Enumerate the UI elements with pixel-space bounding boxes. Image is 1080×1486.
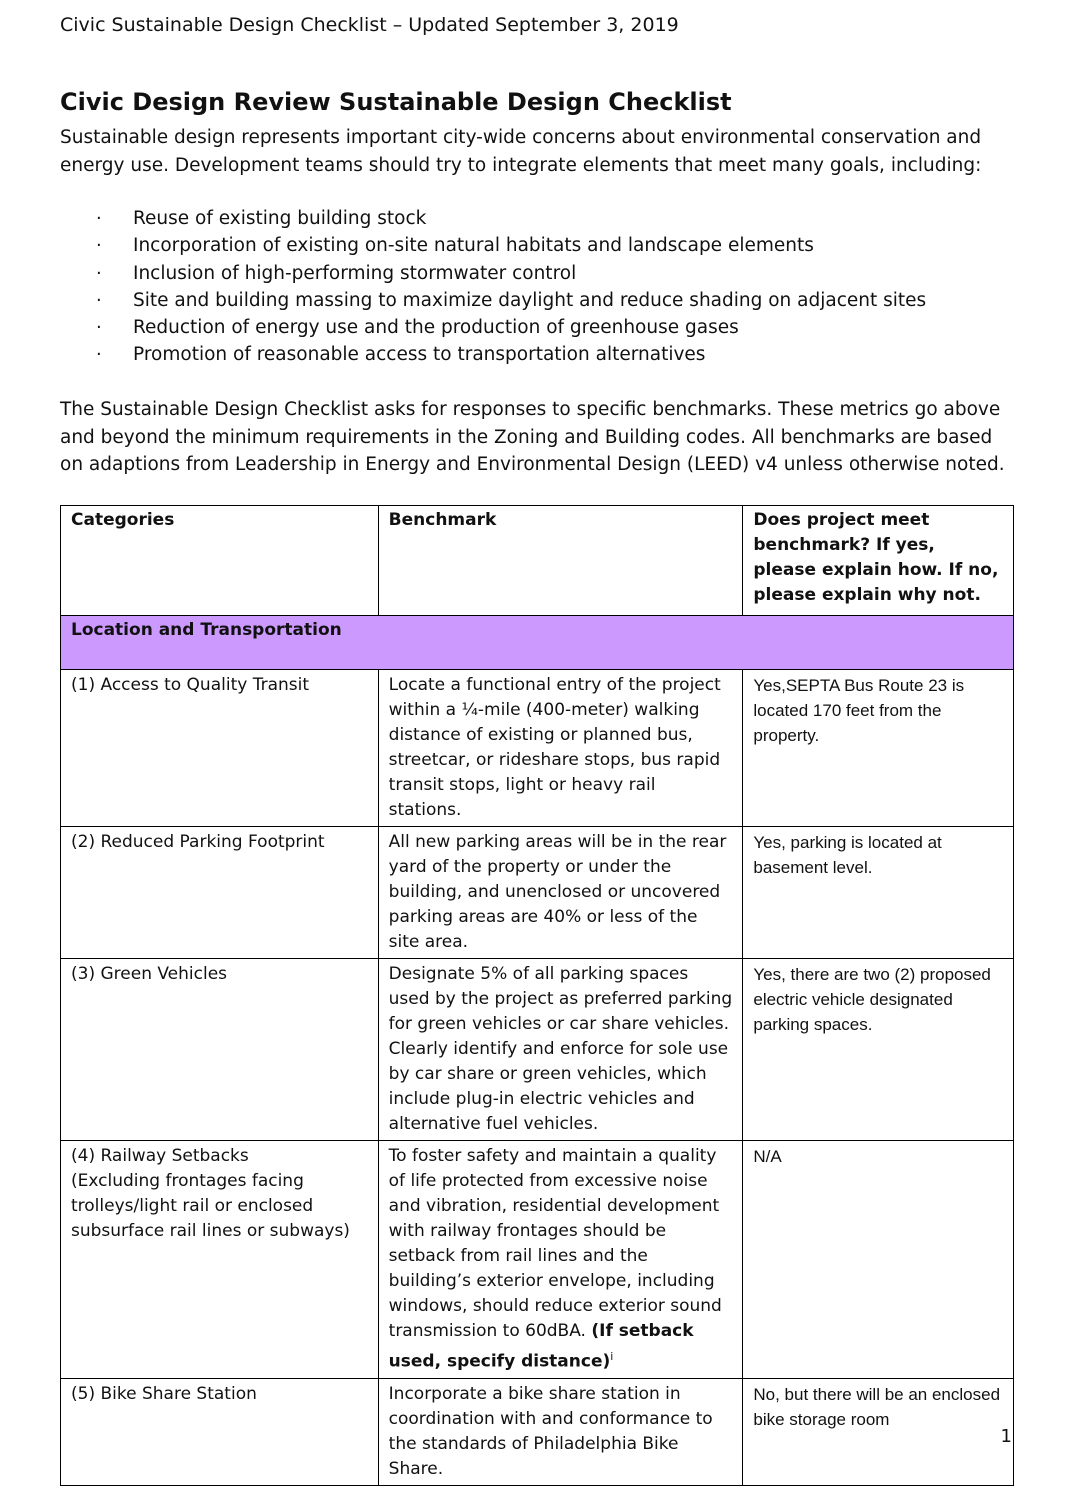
- category-cell: (1) Access to Quality Transit: [61, 670, 379, 827]
- benchmark-cell: Locate a functional entry of the project within a ¼-mile (400-meter) walking distance of existing or planned bus, streetcar, or rideshare stops, bus rapid transit stops, light or heavy rail stations.: [378, 670, 743, 827]
- benchmark-description: The Sustainable Design Checklist asks for responses to specific benchmarks. These metrics go above and beyond the minimum requirements in the Zoning and Building codes. All benchmarks are based on adaptions from Leadership in Energy and Environmental Design (LEED) v4 unless otherwise noted.: [60, 399, 1005, 475]
- category-note: (Excluding frontages facing trolleys/light rail or enclosed subsurface rail lines or subways): [71, 1171, 350, 1241]
- list-item: · Reduction of energy use and the production of greenhouse gases: [60, 314, 926, 341]
- list-item: · Inclusion of high-performing stormwater control: [60, 260, 926, 287]
- checklist-table: [60, 505, 1014, 1486]
- category-cell: (5) Bike Share Station: [61, 1378, 379, 1485]
- table-row: [61, 827, 1014, 959]
- header-response: Does project meet benchmark? If yes, please explain how. If no, please explain why not.: [743, 506, 1014, 616]
- intro-paragraph: Sustainable design represents important city-wide concerns about environmental conservation and energy use. Development teams should try to integrate elements that meet many goals, including:: [60, 127, 982, 176]
- page-number: 1: [1000, 1426, 1012, 1447]
- section-title: Location and Transportation: [61, 616, 1014, 670]
- category-label: (4) Railway Setbacks: [71, 1146, 249, 1166]
- table-row: [61, 959, 1014, 1141]
- running-header: Civic Sustainable Design Checklist – Updated September 3, 2019: [60, 14, 679, 36]
- section-row: [61, 616, 1014, 670]
- list-item: · Site and building massing to maximize daylight and reduce shading on adjacent sites: [60, 287, 926, 314]
- benchmark-text: To foster safety and maintain a quality of life protected from excessive noise and vibration, residential development with railway frontages should be setback from rail lines and the building’s exterior envelope, including windows, should reduce exterior sound transmission to 60dBA.: [388, 1146, 722, 1341]
- response-cell: Yes,SEPTA Bus Route 23 is located 170 feet from the property.: [743, 670, 1014, 827]
- benchmark-cell: [378, 1141, 743, 1379]
- list-item: · Incorporation of existing on-site natural habitats and landscape elements: [60, 232, 926, 259]
- category-cell: [61, 1141, 379, 1379]
- response-cell: N/A: [743, 1141, 1014, 1379]
- benchmark-cell: Designate 5% of all parking spaces used by the project as preferred parking for green vehicles or car share vehicles. Clearly identify and enforce for sole use by car share or green vehicles, which include plug-in electric vehicles and alternative fuel vehicles.: [378, 959, 743, 1141]
- table-row: [61, 670, 1014, 827]
- benchmark-cell: Incorporate a bike share station in coordination with and conformance to the standards of Philadelphia Bike Share.: [378, 1378, 743, 1485]
- footnote-marker: i: [610, 1350, 614, 1363]
- page-title: Civic Design Review Sustainable Design Checklist: [60, 88, 732, 116]
- header-benchmark: Benchmark: [378, 506, 743, 616]
- table-row: [61, 1378, 1014, 1485]
- response-cell: Yes, there are two (2) proposed electric vehicle designated parking spaces.: [743, 959, 1014, 1141]
- response-cell: Yes, parking is located at basement level.: [743, 827, 1014, 959]
- goals-list: [60, 205, 926, 369]
- benchmark-instruction: (If setback used, specify distance): [388, 1321, 694, 1372]
- table-row: [61, 1141, 1014, 1379]
- table-header-row: [61, 506, 1014, 616]
- category-cell: (2) Reduced Parking Footprint: [61, 827, 379, 959]
- category-cell: (3) Green Vehicles: [61, 959, 379, 1141]
- list-item: · Reuse of existing building stock: [60, 205, 926, 232]
- list-item: · Promotion of reasonable access to transportation alternatives: [60, 341, 926, 368]
- benchmark-cell: All new parking areas will be in the rear yard of the property or under the building, and unenclosed or uncovered parking areas are 40% or less of the site area.: [378, 827, 743, 959]
- header-categories: Categories: [61, 506, 379, 616]
- response-cell: No, but there will be an enclosed bike storage room: [743, 1378, 1014, 1485]
